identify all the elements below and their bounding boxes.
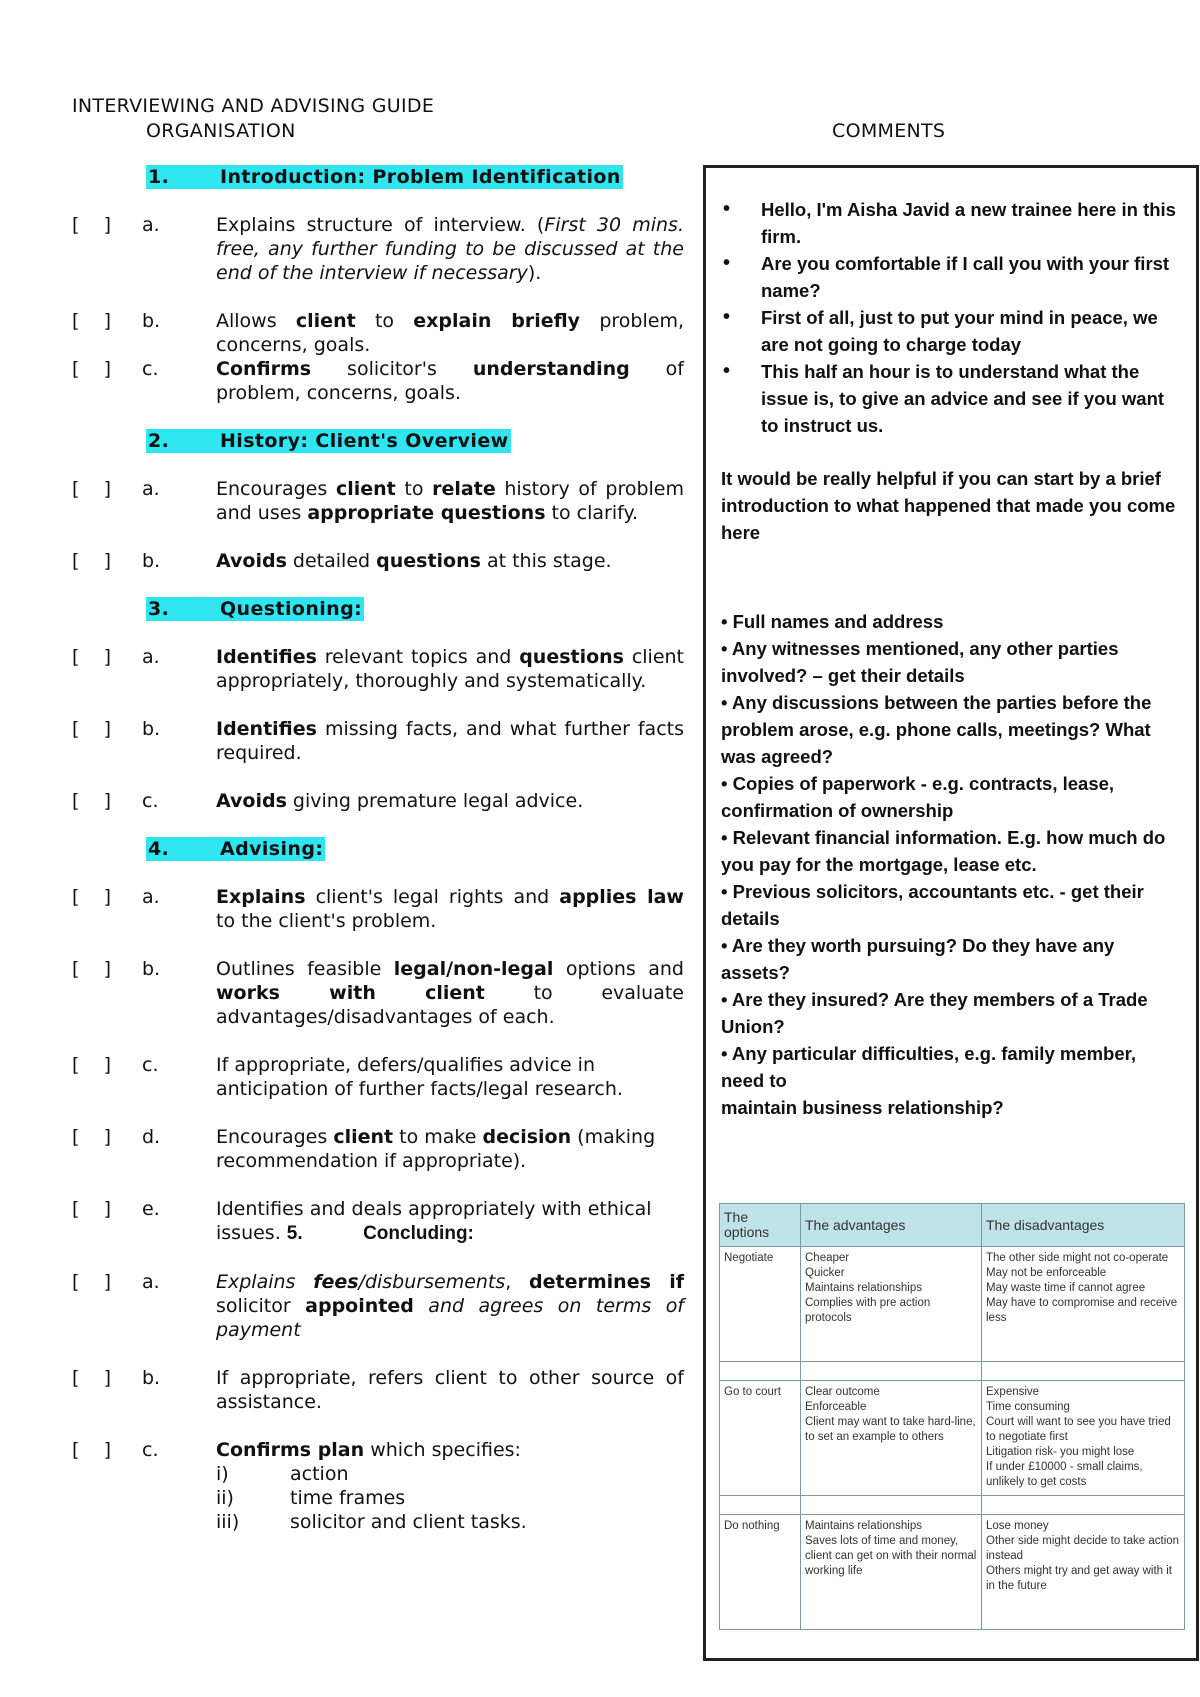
table-cell: Cheaper Quicker Maintains relationships Complies with pre action protocols xyxy=(801,1247,982,1362)
guide-item: [ ] c. If appropriate, defers/qualifies advice in anticipation of further facts/legal research. xyxy=(72,1054,623,1100)
guide-item: [ ] c. Confirms solicitor's understanding of problem, concerns, goals. xyxy=(72,358,684,404)
checkbox[interactable]: [ ] xyxy=(72,1198,111,1220)
table-cell: The other side might not co-operate May not be enforceable May waste time if cannot agree May have to compromise and receive less xyxy=(982,1247,1185,1362)
table-header: The disadvantages xyxy=(982,1204,1185,1247)
list-item: • Hello, I'm Aisha Javid a new trainee here in this firm. xyxy=(721,196,1182,250)
section-heading: 4. Advising: xyxy=(148,838,324,860)
section-heading: 1. Introduction: Problem Identification xyxy=(148,166,621,188)
guide-item: [ ] a. Identifies relevant topics and questions client appropriately, thoroughly and systematically. xyxy=(72,646,685,692)
checkbox[interactable]: [ ] xyxy=(72,358,111,380)
checkbox[interactable]: [ ] xyxy=(72,1271,111,1293)
section-heading: 3. Questioning: xyxy=(148,598,363,620)
list-item: i) action xyxy=(216,1463,349,1485)
checkbox[interactable]: [ ] xyxy=(72,214,111,236)
list-item: • Full names and address xyxy=(721,611,944,632)
list-item: iii) solicitor and client tasks. xyxy=(216,1511,527,1533)
greeting-bullets xyxy=(706,196,1196,439)
checkbox[interactable]: [ ] xyxy=(72,958,111,980)
list-item: • Any discussions between the parties before the problem arose, e.g. phone calls, meetings? What was agreed? xyxy=(721,692,1152,767)
table-header-row xyxy=(720,1204,1185,1247)
checkbox[interactable]: [ ] xyxy=(72,1439,111,1461)
list-item: • Are you comfortable if I call you with your first name? xyxy=(721,250,1182,304)
list-item: • Any witnesses mentioned, any other parties involved? – get their details xyxy=(721,638,1119,686)
table-cell: Negotiate xyxy=(720,1247,801,1362)
intro-paragraph: It would be really helpful if you can start by a brief introduction to what happened that made you come here xyxy=(721,468,1176,543)
table-header: The options xyxy=(720,1204,801,1247)
table-cell: Clear outcome Enforceable Client may want to take hard-line, to set an example to others xyxy=(801,1381,982,1496)
checkbox[interactable]: [ ] xyxy=(72,310,111,332)
list-item: • This half an hour is to understand what the issue is, to give an advice and see if you want to instruct us. xyxy=(721,358,1182,439)
plan-sublist xyxy=(216,1462,684,1534)
list-item: • Previous solicitors, accountants etc. - get their details xyxy=(721,881,1144,929)
list-item: • Are they insured? Are they members of a Trade Union? xyxy=(721,989,1148,1037)
table-cell: Do nothing xyxy=(720,1515,801,1630)
table-cell: Maintains relationships Saves lots of time and money, client can get on with their normal working life xyxy=(801,1515,982,1630)
guide-item: [ ] b. Allows client to explain briefly problem, concerns, goals. xyxy=(72,310,684,356)
guide-item: [ ] a. Encourages client to relate history of problem and uses appropriate questions to clarify. xyxy=(72,478,684,524)
checkbox[interactable]: [ ] xyxy=(72,718,111,740)
comments-heading: COMMENTS xyxy=(832,120,946,142)
checkbox[interactable]: [ ] xyxy=(72,646,111,668)
table-row xyxy=(720,1247,1185,1362)
guide-item: [ ] c. Avoids giving premature legal advice. xyxy=(72,790,584,812)
guide-item: [ ] b. If appropriate, refers client to other source of assistance. xyxy=(72,1367,684,1413)
table-cell: Lose money Other side might decide to take action instead Others might try and get away with it in the future xyxy=(982,1515,1185,1630)
guide-item: [ ] b. Avoids detailed questions at this stage. xyxy=(72,550,612,572)
table-cell: Go to court xyxy=(720,1381,801,1496)
table-header: The advantages xyxy=(801,1204,982,1247)
fact-checklist xyxy=(721,608,1182,1121)
checkbox[interactable]: [ ] xyxy=(72,1126,111,1148)
list-item: • Are they worth pursuing? Do they have any assets? xyxy=(721,935,1115,983)
section-heading: 2. History: Client's Overview xyxy=(148,430,509,452)
checkbox[interactable]: [ ] xyxy=(72,550,111,572)
table-row xyxy=(720,1381,1185,1496)
guide-item: [ ] b. Identifies missing facts, and what further facts required. xyxy=(72,718,684,764)
guide-item: [ ] a. Explains structure of interview. (First 30 mins. free, any further funding to be discussed at the end of the interview if necessary). xyxy=(72,214,684,284)
checkbox[interactable]: [ ] xyxy=(72,1367,111,1389)
checkbox[interactable]: [ ] xyxy=(72,886,111,908)
guide-item: [ ] c. Confirms plan which specifies: i) action ii) time frames iii) solicitor and client tasks. xyxy=(72,1438,684,1534)
list-item: maintain business relationship? xyxy=(721,1097,1004,1118)
guide-item: [ ] a. Explains fees/disbursements, determines if solicitor appointed and agrees on terms of payment xyxy=(72,1271,685,1341)
guide-item: [ ] b. Outlines feasible legal/non-legal options and works with client to evaluate advantages/disadvantages of each. xyxy=(72,958,684,1028)
list-item: • Relevant financial information. E.g. how much do you pay for the mortgage, lease etc. xyxy=(721,827,1166,875)
table-row xyxy=(720,1515,1185,1630)
guide-item: [ ] e. Identifies and deals appropriately with ethical issues. 5. Concluding: xyxy=(72,1198,652,1244)
comments-panel xyxy=(703,165,1199,1661)
guide-checklist xyxy=(72,165,684,1558)
page-title: INTERVIEWING AND ADVISING GUIDE xyxy=(72,95,435,117)
organisation-heading: ORGANISATION xyxy=(146,120,296,142)
list-item: ii) time frames xyxy=(216,1487,406,1509)
checkbox[interactable]: [ ] xyxy=(72,1054,111,1076)
list-item: • First of all, just to put your mind in peace, we are not going to charge today xyxy=(721,304,1182,358)
table-cell: Expensive Time consuming Court will want to see you have tried to negotiate first Litigation risk- you might lose If under £10000 - small claims, unlikely to get costs xyxy=(982,1381,1185,1496)
list-item: • Any particular difficulties, e.g. family member, need to xyxy=(721,1043,1136,1091)
checkbox[interactable]: [ ] xyxy=(72,478,111,500)
guide-item: [ ] a. Explains client's legal rights and applies law to the client's problem. xyxy=(72,886,684,932)
list-item: • Copies of paperwork - e.g. contracts, lease, confirmation of ownership xyxy=(721,773,1115,821)
options-table xyxy=(719,1203,1185,1630)
checkbox[interactable]: [ ] xyxy=(72,790,111,812)
guide-item: [ ] d. Encourages client to make decision (making recommendation if appropriate). xyxy=(72,1126,656,1172)
